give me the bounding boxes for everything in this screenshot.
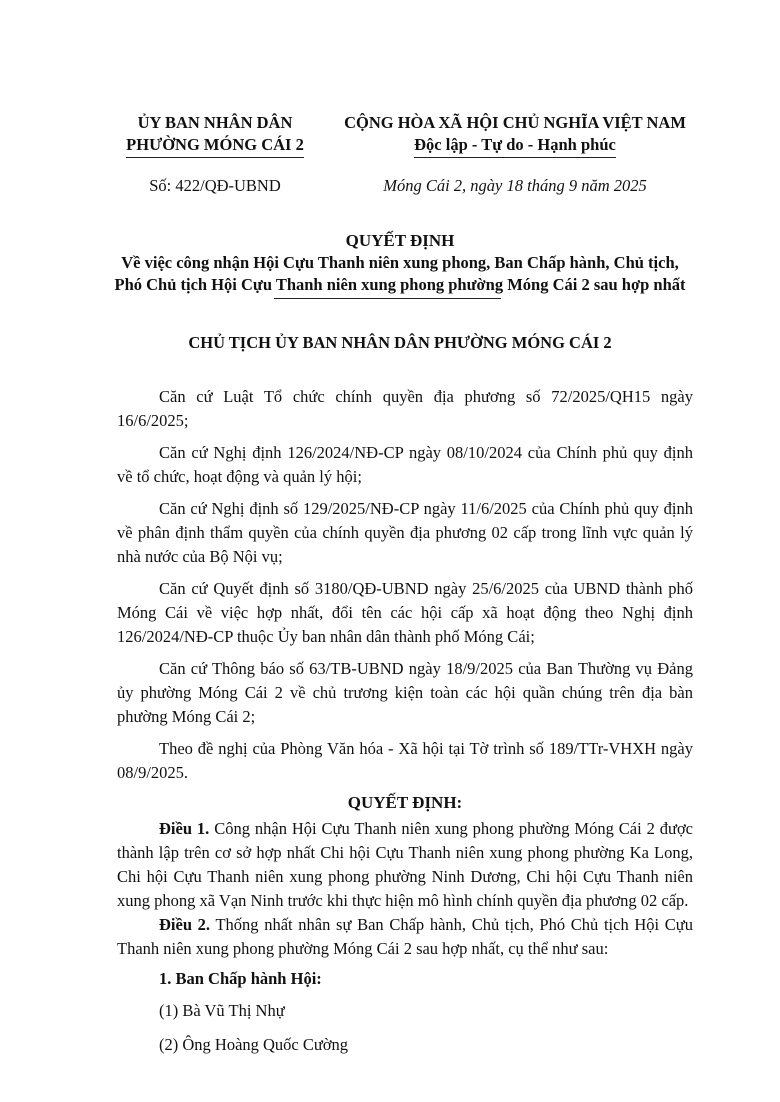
document-subtitle-line-1: Về việc công nhận Hội Cựu Thanh niên xung phong, Ban Chấp hành, Chủ tịch, (121, 253, 679, 272)
authority-heading: CHỦ TỊCH ỦY BAN NHÂN DÂN PHƯỜNG MÓNG CÁI 2 (188, 333, 612, 352)
preamble-paragraph: Căn cứ Nghị định 126/2024/NĐ-CP ngày 08/10/2024 của Chính phủ quy định về tổ chức, hoạt động và quản lý hội; (117, 443, 693, 486)
document-subtitle-line-2: Phó Chủ tịch Hội Cựu Thanh niên xung phong phường Móng Cái 2 sau hợp nhất (114, 275, 686, 294)
document-header (0, 112, 780, 222)
preamble-paragraph: Căn cứ Thông báo số 63/TB-UBND ngày 18/9/2025 của Ban Thường vụ Đảng ủy phường Móng Cái 2 về chủ trương kiện toàn các hội quần chúng trên địa bàn phường Móng Cái 2; (117, 659, 693, 726)
nation-motto: Độc lập - Tự do - Hạnh phúc (414, 134, 616, 158)
decision-heading: QUYẾT ĐỊNH: (347, 793, 463, 812)
article-1-text: Công nhận Hội Cựu Thanh niên xung phong phường Móng Cái 2 được thành lập trên cơ sở hợp nhất Chi hội Cựu Thanh niên xung phong phường Ka Long, Chi hội Cựu Thanh niên xung phong phường Ninh Dương, Chi hội Cựu Thanh niên xung phong xã Vạn Ninh trước khi thực hiện mô hình chính quyền địa phương 02 cấp. (117, 819, 693, 910)
date-line: Móng Cái 2, ngày 18 tháng 9 năm 2025 (383, 176, 647, 195)
article-1-label: Điều 1. (159, 819, 210, 838)
nation-line-1: CỘNG HÒA XÃ HỘI CHỦ NGHĨA VIỆT NAM (344, 113, 686, 132)
preamble-paragraph: Căn cứ Luật Tổ chức chính quyền địa phương số 72/2025/QH15 ngày 16/6/2025; (117, 387, 693, 430)
agency-line-2: PHƯỜNG MÓNG CÁI 2 (126, 134, 304, 158)
document-title-block (100, 230, 700, 296)
document-body (117, 385, 693, 1067)
agency-line-1: ỦY BAN NHÂN DÂN (137, 113, 293, 132)
national-title (340, 112, 690, 158)
preamble-paragraph: Căn cứ Nghị định số 129/2025/NĐ-CP ngày 11/6/2025 của Chính phủ quy định về phân định thẩm quyền của chính quyền địa phương 02 cấp trong lĩnh vực quản lý nhà nước của Bộ Nội vụ; (117, 499, 693, 566)
member-item: (2) Ông Hoàng Quốc Cường (159, 1035, 349, 1054)
article-2-label: Điều 2. (159, 915, 211, 934)
member-item: (1) Bà Vũ Thị Nhự (159, 1001, 285, 1020)
article-2 (117, 913, 693, 961)
preamble-paragraph: Theo đề nghị của Phòng Văn hóa - Xã hội tại Tờ trình số 189/TTr-VHXH ngày 08/9/2025. (117, 739, 693, 782)
issuing-agency (112, 112, 318, 158)
section-executive-committee: 1. Ban Chấp hành Hội: (159, 969, 322, 988)
document-number: Số: 422/QĐ-UBND (149, 176, 281, 195)
article-1 (117, 817, 693, 913)
article-2-text: Thống nhất nhân sự Ban Chấp hành, Chủ tịch, Phó Chủ tịch Hội Cựu Thanh niên xung phong phường Móng Cái 2 sau hợp nhất, cụ thể như sau: (117, 915, 694, 958)
preamble-paragraph: Căn cứ Quyết định số 3180/QĐ-UBND ngày 25/6/2025 của UBND thành phố Móng Cái về việc hợp nhất, đổi tên các hội cấp xã hoạt động theo Nghị định 126/2024/NĐ-CP thuộc Ủy ban nhân dân thành phố Móng Cái; (117, 579, 693, 646)
document-title: QUYẾT ĐỊNH (345, 231, 455, 250)
subtitle-underline (274, 298, 500, 299)
